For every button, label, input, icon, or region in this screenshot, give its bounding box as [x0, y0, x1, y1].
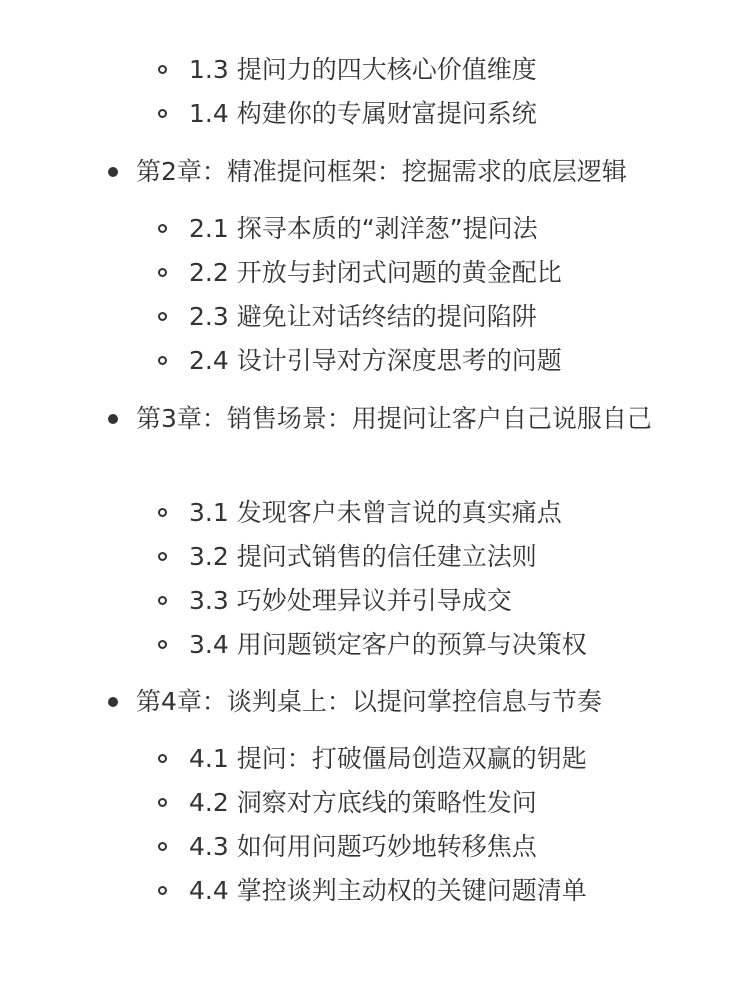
section-label: 3.3 巧妙处理异议并引导成交	[189, 586, 512, 615]
circle-bullet-icon	[158, 65, 167, 74]
section-label: 4.3 如何用问题巧妙地转移焦点	[189, 832, 537, 861]
circle-bullet-icon	[158, 268, 167, 277]
chapter-label: 第4章：谈判桌上：以提问掌控信息与节奏	[136, 687, 602, 716]
section-label: 2.3 避免让对话终结的提问陷阱	[189, 302, 537, 331]
circle-bullet-icon	[158, 508, 167, 517]
circle-bullet-icon	[158, 109, 167, 118]
section-label: 2.1 探寻本质的“剥洋葱”提问法	[189, 214, 538, 243]
circle-bullet-icon	[158, 842, 167, 851]
chapter-label: 第2章：精准提问框架：挖掘需求的底层逻辑	[136, 157, 627, 186]
circle-bullet-icon	[158, 798, 167, 807]
section-label: 1.4 构建你的专属财富提问系统	[189, 99, 537, 128]
section-label: 2.2 开放与封闭式问题的黄金配比	[189, 258, 562, 287]
section-label: 4.1 提问：打破僵局创造双赢的钥匙	[189, 744, 587, 773]
chapter-label: 第3章：销售场景：用提问让客户自己说服自己	[136, 404, 652, 433]
section-label: 4.2 洞察对方底线的策略性发问	[189, 788, 537, 817]
section-label: 4.4 掌控谈判主动权的关键问题清单	[189, 876, 587, 905]
circle-bullet-icon	[158, 596, 167, 605]
section-label: 3.1 发现客户未曾言说的真实痛点	[189, 498, 562, 527]
circle-bullet-icon	[158, 552, 167, 561]
circle-bullet-icon	[158, 640, 167, 649]
section-label: 3.2 提问式销售的信任建立法则	[189, 542, 537, 571]
section-label: 3.4 用问题锁定客户的预算与决策权	[189, 630, 587, 659]
disc-bullet-icon	[108, 167, 118, 177]
disc-bullet-icon	[108, 697, 118, 707]
section-label: 2.4 设计引导对方深度思考的问题	[189, 346, 562, 375]
circle-bullet-icon	[158, 224, 167, 233]
circle-bullet-icon	[158, 356, 167, 365]
disc-bullet-icon	[108, 414, 118, 424]
circle-bullet-icon	[158, 886, 167, 895]
circle-bullet-icon	[158, 312, 167, 321]
circle-bullet-icon	[158, 754, 167, 763]
section-label: 1.3 提问力的四大核心价值维度	[189, 55, 537, 84]
